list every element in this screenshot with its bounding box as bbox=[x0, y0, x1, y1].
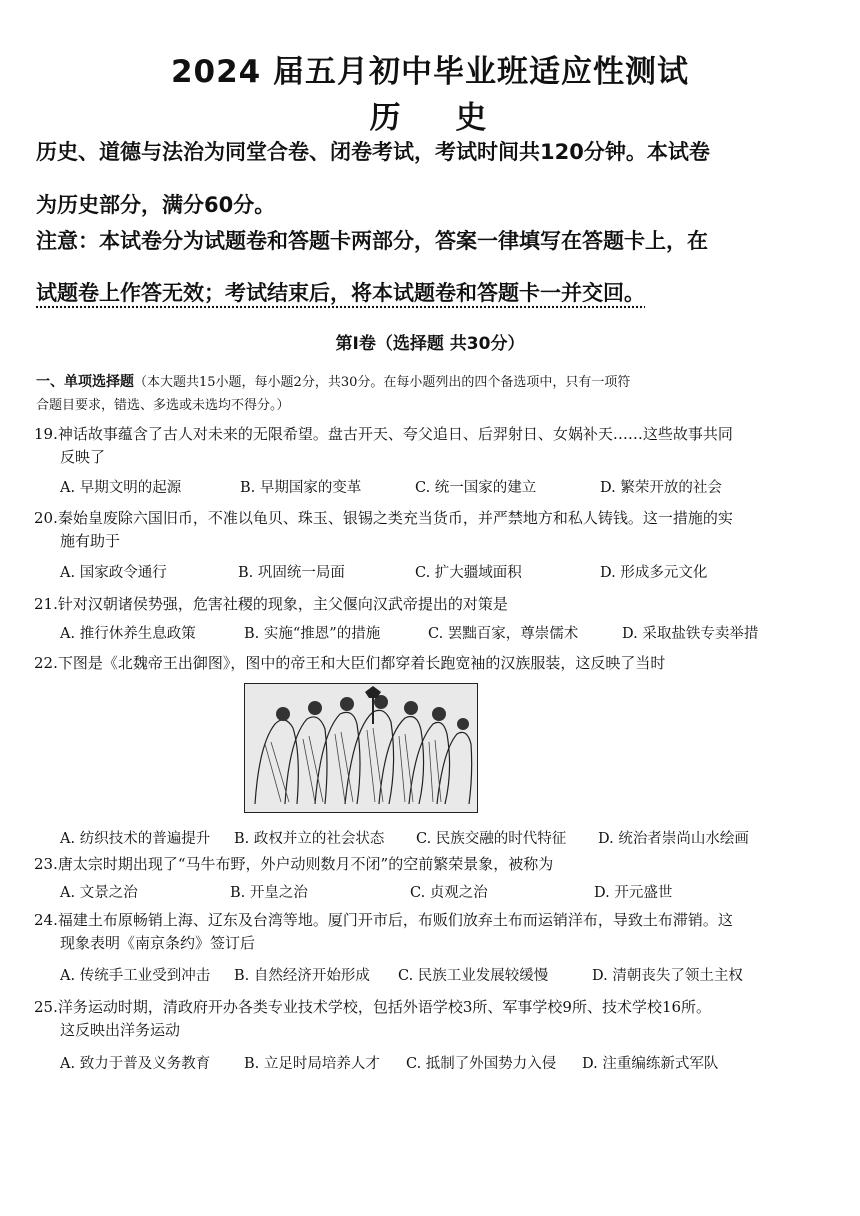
options-19 bbox=[60, 478, 840, 498]
option-d[interactable]: D. 统治者崇尚山水绘画 bbox=[598, 831, 749, 847]
option-d[interactable]: D. 形成多元文化 bbox=[600, 565, 708, 581]
question-number: 25. bbox=[34, 998, 58, 1016]
question-number: 23. bbox=[34, 855, 58, 873]
note-line-2: 试题卷上作答无效；考试结束后，将本试题卷和答题卡一并交回。 bbox=[36, 281, 645, 305]
options-21 bbox=[60, 624, 840, 644]
question-20 bbox=[34, 507, 834, 553]
exam-title: 2024 届五月初中毕业班适应性测试 bbox=[170, 54, 690, 90]
option-d[interactable]: D. 繁荣开放的社会 bbox=[600, 480, 722, 496]
question-22 bbox=[34, 652, 834, 675]
option-d[interactable]: D. 开元盛世 bbox=[594, 885, 673, 901]
question-stem: 洋务运动时期，清政府开办各类专业技术学校，包括外语学校3所、军事学校9所、技术学校16所。 bbox=[57, 998, 712, 1016]
option-a[interactable]: A. 文景之治 bbox=[60, 885, 138, 901]
question-24 bbox=[34, 909, 834, 955]
option-a[interactable]: A. 纺织技术的普遍提升 bbox=[60, 831, 211, 847]
question-stem: 秦始皇废除六国旧币，不准以龟贝、珠玉、银锡之类充当货币，并严禁地方和私人铸钱。这一措施的实 bbox=[57, 509, 733, 527]
option-b[interactable]: B. 立足时局培养人才 bbox=[244, 1056, 380, 1072]
option-a[interactable]: A. 致力于普及义务教育 bbox=[60, 1056, 211, 1072]
question-number: 21. bbox=[34, 595, 58, 613]
instruction-line-2: 为历史部分，满分60分。 bbox=[36, 193, 276, 217]
option-c[interactable]: C. 民族交融的时代特征 bbox=[416, 831, 567, 847]
northern-wei-emperor-procession-image bbox=[244, 683, 478, 813]
option-c[interactable]: C. 罢黜百家，尊崇儒术 bbox=[428, 626, 579, 642]
question-stem: 唐太宗时期出现了“马牛布野，外户动则数月不闭”的空前繁荣景象，被称为 bbox=[57, 855, 554, 873]
question-number: 24. bbox=[34, 911, 58, 929]
question-number: 22. bbox=[34, 654, 58, 672]
options-20 bbox=[60, 563, 840, 583]
question-stem: 神话故事蕴含了古人对未来的无限希望。盘古开天、夸父追日、后羿射日、女娲补天……这些故事共同 bbox=[57, 425, 733, 443]
question-number: 20. bbox=[34, 509, 58, 527]
question-stem-cont: 这反映出洋务运动 bbox=[60, 1021, 181, 1039]
option-b[interactable]: B. 自然经济开始形成 bbox=[234, 968, 370, 984]
option-c[interactable]: C. 抵制了外国势力入侵 bbox=[406, 1056, 557, 1072]
section-desc-2: 合题目要求，错选、多选或未选均不得分。） bbox=[36, 398, 290, 413]
question-stem: 针对汉朝诸侯势强，危害社稷的现象，主父偃向汉武帝提出的对策是 bbox=[57, 595, 508, 613]
option-d[interactable]: D. 注重编练新式军队 bbox=[582, 1056, 719, 1072]
option-b[interactable]: B. 早期国家的变革 bbox=[240, 480, 362, 496]
question-stem-cont: 反映了 bbox=[60, 448, 106, 466]
question-stem-cont: 现象表明《南京条约》签订后 bbox=[60, 934, 256, 952]
options-22 bbox=[60, 829, 840, 849]
option-c[interactable]: C. 民族工业发展较缓慢 bbox=[398, 968, 549, 984]
instruction-line-1: 历史、道德与法治为同堂合卷、闭卷考试，考试时间共120分钟。本试卷 bbox=[36, 140, 710, 164]
option-b[interactable]: B. 开皇之治 bbox=[230, 885, 308, 901]
option-a[interactable]: A. 早期文明的起源 bbox=[60, 480, 182, 496]
option-a[interactable]: A. 推行休养生息政策 bbox=[60, 626, 196, 642]
option-c[interactable]: C. 贞观之治 bbox=[410, 885, 488, 901]
note-line-1: 注意：本试卷分为试题卷和答题卡两部分，答案一律填写在答题卡上，在 bbox=[36, 229, 708, 253]
option-a[interactable]: A. 国家政令通行 bbox=[60, 565, 167, 581]
option-c[interactable]: C. 扩大疆域面积 bbox=[415, 565, 522, 581]
option-d[interactable]: D. 采取盐铁专卖举措 bbox=[622, 626, 759, 642]
options-24 bbox=[60, 966, 840, 986]
section-desc-1: （本大题共15小题，每小题2分，共30分。在每小题列出的四个备选项中，只有一项符 bbox=[134, 375, 631, 390]
question-stem: 下图是《北魏帝王出御图》，图中的帝王和大臣们都穿着长跑宽袖的汉族服装，这反映了当时 bbox=[57, 654, 666, 672]
section-heading bbox=[36, 372, 826, 393]
option-c[interactable]: C. 统一国家的建立 bbox=[415, 480, 537, 496]
option-d[interactable]: D. 清朝丧失了领土主权 bbox=[592, 968, 743, 984]
question-25 bbox=[34, 996, 834, 1042]
question-19 bbox=[34, 423, 834, 469]
question-stem: 福建土布原畅销上海、辽东及台湾等地。厦门开市后，布贩们放弃土布而运销洋布，导致土布滞销。这 bbox=[57, 911, 733, 929]
option-b[interactable]: B. 巩固统一局面 bbox=[238, 565, 345, 581]
option-b[interactable]: B. 实施“推恩”的措施 bbox=[244, 626, 381, 642]
question-number: 19. bbox=[34, 425, 58, 443]
options-23 bbox=[60, 883, 840, 903]
subject-title: 历 史 bbox=[369, 100, 509, 136]
option-b[interactable]: B. 政权并立的社会状态 bbox=[234, 831, 385, 847]
question-23 bbox=[34, 853, 834, 876]
section-title: 一、单项选择题 bbox=[36, 374, 134, 390]
question-21 bbox=[34, 593, 834, 616]
options-25 bbox=[60, 1054, 840, 1074]
question-stem-cont: 施有助于 bbox=[60, 532, 121, 550]
option-a[interactable]: A. 传统手工业受到冲击 bbox=[60, 968, 211, 984]
part-title: 第Ⅰ卷（选择题 共30分） bbox=[335, 334, 525, 354]
engraving-illustration bbox=[245, 684, 477, 812]
